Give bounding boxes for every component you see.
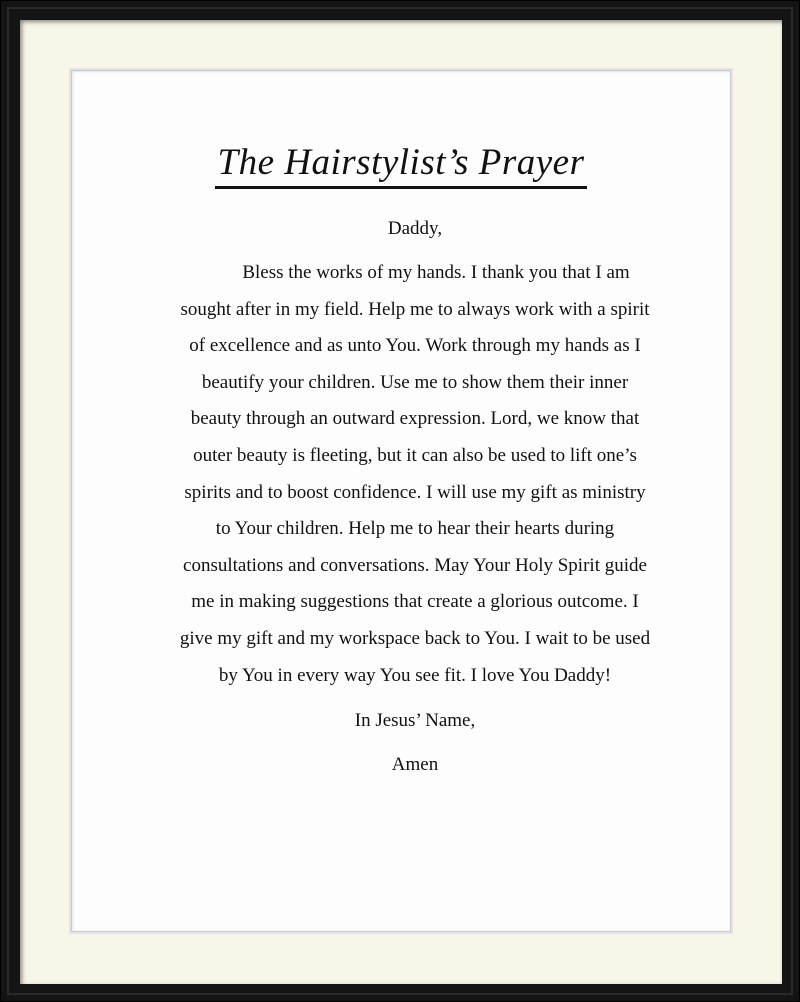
prayer-body xyxy=(176,211,654,782)
salutation: Daddy, xyxy=(387,218,443,239)
title-area xyxy=(72,143,730,189)
prayer-title: The Hairstylist’s Prayer xyxy=(215,143,588,189)
prayer-sheet xyxy=(71,70,731,932)
amen-line: Amen xyxy=(391,754,439,776)
prayer-paragraph: Bless the works of my hands. I thank you that I am sought after in my field. Help me to always work with a spirit of excellence and as unto You. Work through my hands as I beautify your children. Use me to show them their inner beauty through an outward expression. Lord, we know that outer beauty is fleeting, but it can also be used to lift one’s spirits and to boost confidence. I will use my gift as ministry to Your children. Help me to hear their hearts during consultations and conversations. May Your Holy Spirit guide me in making suggestions that create a glorious outcome. I give my gift and my workspace back to You. I wait to be used by You in every way You see fit. I love You Daddy! xyxy=(179,262,651,686)
mat-board xyxy=(20,20,782,984)
closing-line: In Jesus’ Name, xyxy=(354,710,476,732)
